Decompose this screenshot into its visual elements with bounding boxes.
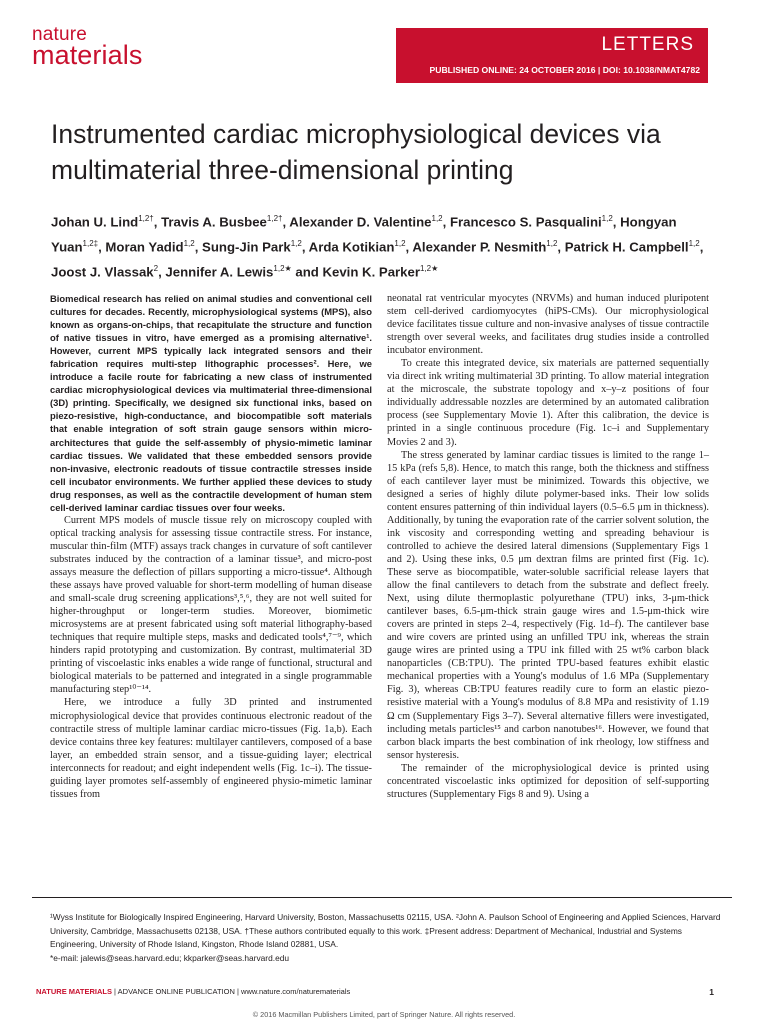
copyright-notice: © 2016 Macmillan Publishers Limited, part of Springer Nature. All rights reserved. [252,1010,516,1019]
publication-info: PUBLISHED ONLINE: 24 OCTOBER 2016 | DOI: 10.1038/NMAT4782 [429,65,700,75]
page-number: 1 [709,987,714,997]
right-column [387,292,709,801]
logo-line-nature: nature [32,24,88,45]
footnote-divider [32,897,732,898]
body-paragraph: neonatal rat ventricular myocytes (NRVMs) and human induced pluripotent stem cell-derived cardiomyocytes (hiPS-CMs). Our microphysiological device facilitates tissue culture and non-invasive analyses of tissue contractile strength over several weeks, and facilitates drug studies inside a controlled incubator environment. [387,293,709,357]
footer-journal-name: NATURE MATERIALS [36,987,112,996]
abstract: Biomedical research has relied on animal studies and conventional cell cultures for decades. Recently, microphysiological systems (MPS), also known as organs-on-chips, that recapitulate the structure and function of native tissues in vitro, have emerged as a promising alternative¹. However, current MPS typically lack integrated sensors and their fabrication requires multi-step lithographic processes². Here, we introduce a facile route for fabricating a new class of instrumented cardiac microphysiological devices via multimaterial three-dimensional (3D) printing. Specifically, we designed six functional inks, based on piezo-resistive, high-conductance, and biocompatible soft materials that enable integration of soft strain gauge sensors within micro-architectures that guide the self-assembly of physio-mimetic laminar cardiac tissues. We validated that these embedded sensors provide non-invasive, electronic readouts of tissue contractile stresses inside cell incubator environments. We further applied these devices to study drug responses, as well as the contractile development of human stem cell-derived laminar cardiac tissues over four weeks. [50,293,372,513]
body-paragraph: Current MPS models of muscle tissue rely on microscopy coupled with optical tracking analysis for assessing tissue contractile stress. For instance, muscular thin-film (MTF) assays track changes in curvature of soft cantilever substrates induced by the contraction of a laminar tissue³, and micro-post assays measure the deflection of pillars supporting a micro-tissue⁴. Although these assays have proved valuable for short-term modelling of human disease and small-scale drug screening applications³,⁵,⁶, they are not well suited for higher-throughput or longer-term studies. Moreover, biomimetic microsystems are at present fabricated using soft material lithography-based techniques that require multiple steps, masks and dedicated tools⁴,⁷⁻⁹, which hinders rapid prototyping and customization. By contrast, multimaterial 3D printing of viscoelastic inks enables a wide range of functional, structural and biological materials to be patterned and integrated in a single programmable manufacturing step¹⁰⁻¹⁴. [50,514,372,696]
body-paragraph: The stress generated by laminar cardiac tissues is limited to the range 1–15 kPa (refs 5,8). Hence, to match this range, both the thickness and stiffness of each cantilever layer must be minimized. Towards this objective, we designed a series of highly dilute polymer-based inks. Their low solids content ensures patterning of thin individual layers (0.5–6.5 μm in thickness). Additionally, by tuning the evaporation rate of the carrier solvent solution, the ink viscosity and corresponding wetting and spreading behaviour is controlled to achieve the desired lateral dimensions (Supplementary Figs 1 and 2). Using these inks, 0.5 μm dextran films are printed first (Fig. 1c). These serve as biocompatible, water-soluble sacrificial release layers that allow the final cantilevers to detach from the substrate and deflect freely. Next, using dilute thermoplastic polyurethane (TPU) inks, 3-μm-thick cantilever bases, 6.5-μm-thick strain gauge wires and 1.5-μm-thick wire covers are printed in steps 2–4, respectively (Fig. 1d–f). The cantilever base and wire covers are printed using an unfilled TPU ink, whereas the strain gauge wires are printed using a TPU ink filled with 25 wt% carbon black nanoparticles (CB:TPU). The printed TPU-based features exhibit elastic mechanical properties with a Young's modulus of 1.6 MPa (Supplementary Fig. 3), whereas CB:TPU features readily cure to form an elastic piezo-resistive material with a Young's modulus of 8.8 MPa and resistivity of 1.19 Ω cm (Supplementary Figs 3–7). Several alternative fillers were investigated, including metals particles¹⁵ and carbon nanotubes¹⁶. However, we found that carbon black imparts the best combination of ink rheology, low stiffness and sensor hysteresis. [387,449,709,761]
section-label: LETTERS [601,34,694,55]
body-paragraph: To create this integrated device, six materials are patterned sequentially via direct ink writing multimaterial 3D printing. To allow material integration at the microscale, the substrate topology and x–y–z positions of four individually addressable nozzles are determined by an automated calibration process (see Supplementary Movie 1). After this calibration, the device is printed in a single continuous procedure (Fig. 1c–i and Supplementary Movies 2 and 3). [387,358,709,448]
logo-line-materials: materials [32,40,143,70]
left-column [50,292,372,801]
footer-publication-info: | ADVANCE ONLINE PUBLICATION | www.nature.com/naturematerials [111,987,351,996]
author-list: Johan U. Lind$^{1,2\dagger}$, Travis A. Busbee$^{1,2\dagger}$, Alexander D. Valentine$^{1,2}$, Francesco S. Pasqualini$^{1,2}$, Hongyan Yuan$^{1,2\ddagger}$, Moran Yadid$^{1,2}$, Sung-Jin Park$^{1,2}$, Arda Kotikian$^{1,2}$, Alexander P. Nesmith$^{1,2}$, Patrick H. Campbell$^{1,2}$, Joost J. Vlassak$^2$, Jennifer A. Lewis$^{1,2★}$ and Kevin K. Parker$^{1,2★}$ [51,214,704,280]
body-paragraph: The remainder of the microphysiological device is printed using concentrated viscoelastic inks optimized for deposition of self-supporting structures (Supplementary Figs 8 and 9). Using a [387,762,709,800]
page-footer [36,987,714,996]
article-title: Instrumented cardiac microphysiological devices via multimaterial three-dimensional printing [51,119,661,185]
footnotes [50,911,730,965]
correspondence-email[interactable]: *e-mail: jalewis@seas.harvard.edu; kkparker@seas.harvard.edu [50,952,290,963]
journal-logo [32,25,142,69]
body-paragraph: Here, we introduce a fully 3D printed and instrumented microphysiological device that provides continuous electronic readout of the contractile stress of multiple laminar cardiac micro-tissues (Fig. 1a,b). Each device contains three key features: multilayer cantilevers, composed of a base layer, an embedded strain sensor, and a tissue-guiding layer; electrical interconnects for readout; and eight independent wells (Fig. 1c–i). The tissue-guiding layer promotes self-assembly of engineered physio-mimetic laminar tissues from [50,697,372,800]
affiliations: ¹Wyss Institute for Biologically Inspired Engineering, Harvard University, Boston, Massachusetts 02115, USA. ²John A. Paulson School of Engineering and Applied Sciences, Harvard University, Cambridge, Massachusetts 02138, USA. †These authors contributed equally to this work. ‡Present address: Department of Mechanical, Industrial and Systems Engineering, University of Rhode Island, Kingston, Rhode Island 02881, USA. [50,912,721,949]
section-banner [396,28,708,83]
